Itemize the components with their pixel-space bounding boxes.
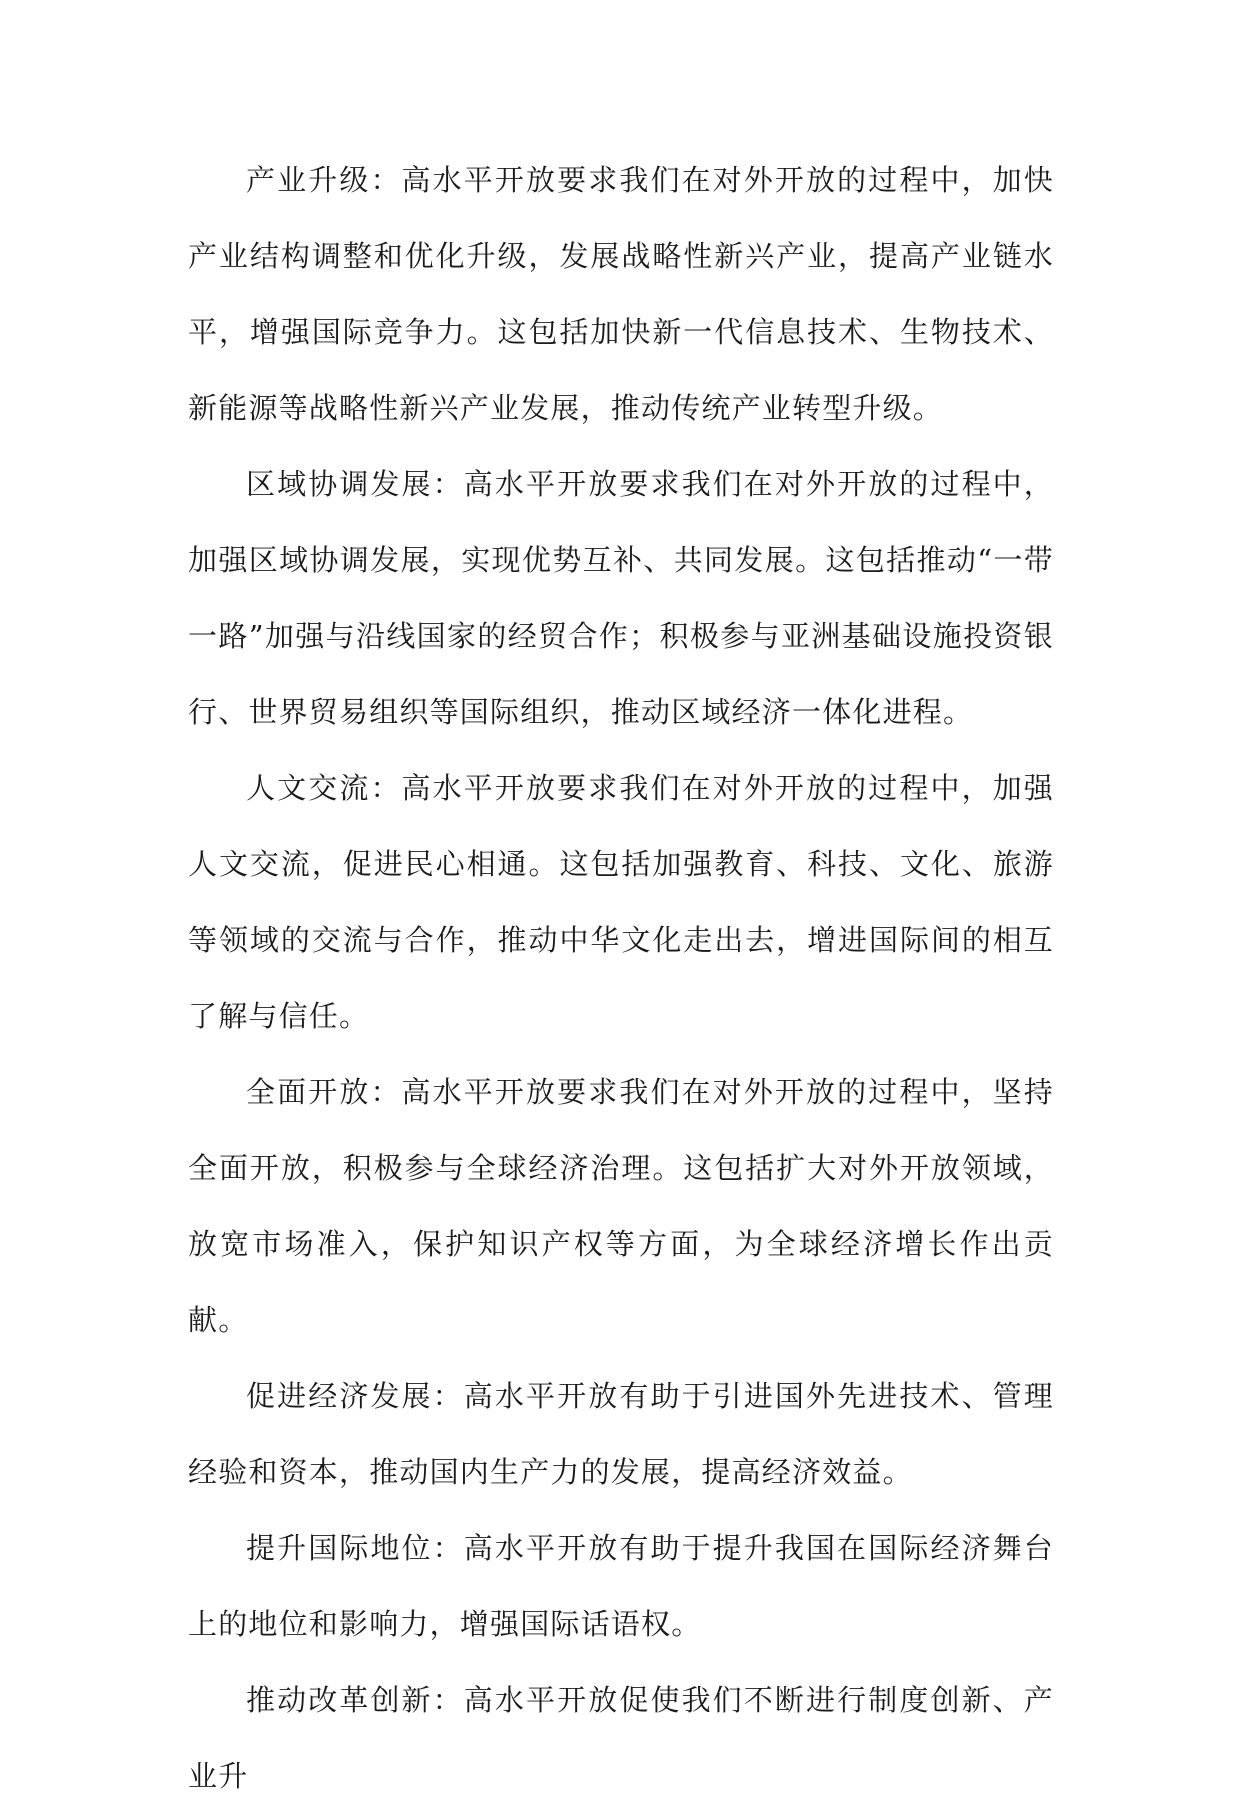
document-body bbox=[188, 142, 1054, 1814]
paragraph-cultural-exchange: 人文交流：高水平开放要求我们在对外开放的过程中，加强人文交流，促进民心相通。这包括加强教育、科技、文化、旅游等领域的交流与合作，推动中华文化走出去，增进国际间的相互了解与信任。 bbox=[188, 771, 1054, 1033]
paragraph-regional-coordination: 区域协调发展：高水平开放要求我们在对外开放的过程中，加强区域协调发展，实现优势互补、共同发展。这包括推动“一带一路”加强与沿线国家的经贸合作；积极参与亚洲基础设施投资银行、世界贸易组织等国际组织，推动区域经济一体化进程。 bbox=[188, 467, 1054, 729]
paragraph-economic-development: 促进经济发展：高水平开放有助于引进国外先进技术、管理经验和资本，推动国内生产力的发展，提高经济效益。 bbox=[188, 1379, 1054, 1489]
paragraph-reform-innovation: 推动改革创新：高水平开放促使我们不断进行制度创新、产业升 bbox=[188, 1683, 1054, 1793]
paragraph-industry-upgrade: 产业升级：高水平开放要求我们在对外开放的过程中，加快产业结构调整和优化升级，发展战略性新兴产业，提高产业链水平，增强国际竞争力。这包括加快新一代信息技术、生物技术、新能源等战略性新兴产业发展，推动传统产业转型升级。 bbox=[188, 163, 1054, 425]
paragraph-comprehensive-opening: 全面开放：高水平开放要求我们在对外开放的过程中，坚持全面开放，积极参与全球经济治理。这包括扩大对外开放领域，放宽市场准入，保护知识产权等方面，为全球经济增长作出贡献。 bbox=[188, 1075, 1054, 1337]
paragraph-international-status: 提升国际地位：高水平开放有助于提升我国在国际经济舞台上的地位和影响力，增强国际话语权。 bbox=[188, 1531, 1054, 1641]
